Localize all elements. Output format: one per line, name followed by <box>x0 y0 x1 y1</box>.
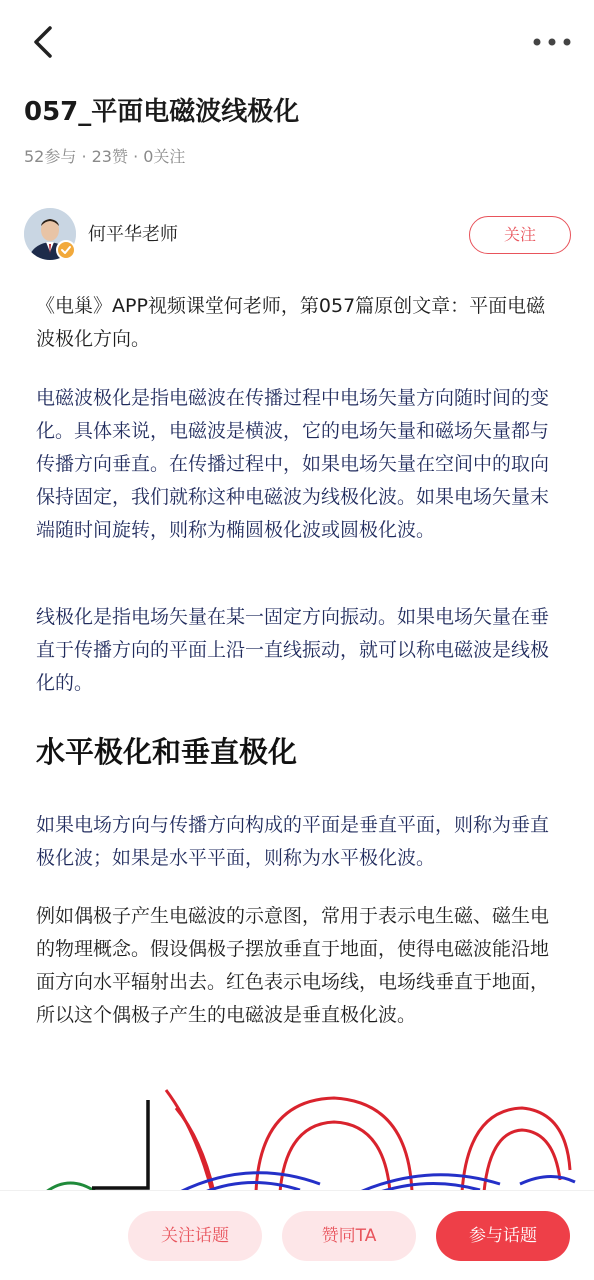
top-bar <box>0 0 594 84</box>
check-badge-icon <box>58 242 74 258</box>
page-title: 057_平面电磁波线极化 <box>24 97 300 127</box>
section-heading: 水平极化和垂直极化 <box>36 735 298 769</box>
join-topic-button[interactable]: 参与话题 <box>436 1211 570 1261</box>
more-button[interactable] <box>530 28 574 56</box>
dipole-figure <box>0 1080 594 1200</box>
article-paragraph-dipole: 例如偶极子产生电磁波的示意图，常用于表示电生磁、磁生电的物理概念。假设偶极子摆放垂直于地面，使得电磁波能沿地面方向水平辐射出去。红色表示电场线，电场线垂直于地面，所以这个偶极子产生的电磁波是垂直极化波。 <box>36 905 550 1026</box>
follow-topic-button[interactable]: 关注话题 <box>128 1211 262 1261</box>
author-name[interactable]: 何平华老师 <box>88 224 178 245</box>
dipole-field-diagram <box>0 1080 594 1200</box>
article-paragraph-vertical-horizontal: 如果电场方向与传播方向构成的平面是垂直平面，则称为垂直极化波；如果是水平平面，则称为水平极化波。 <box>36 814 550 869</box>
back-button[interactable] <box>26 22 62 62</box>
article-paragraph-linear: 线极化是指电场矢量在某一固定方向振动。如果电场矢量在垂直于传播方向的平面上沿一直线振动，就可以称电磁波是线极化的。 <box>36 606 550 694</box>
topic-stats: 52参与 · 23赞 · 0关注 <box>24 147 186 166</box>
like-button[interactable]: 赞同TA <box>282 1211 416 1261</box>
follow-author-button[interactable]: 关注 <box>469 216 571 254</box>
chevron-left-icon <box>26 22 62 62</box>
article-paragraph-intro: 《电巢》APP视频课堂何老师，第057篇原创文章：平面电磁波极化方向。 <box>36 295 546 350</box>
more-dots-icon <box>530 28 574 56</box>
article-paragraph-polarization: 电磁波极化是指电磁波在传播过程中电场矢量方向随时间的变化。具体来说，电磁波是横波，它的电场矢量和磁场矢量都与传播方向垂直。在传播过程中，如果电场矢量在空间中的取向保持固定，我们就称这种电磁波为线极化波。如果电场矢量末端随时间旋转，则称为椭圆极化波或圆极化波。 <box>36 387 550 541</box>
verified-badge <box>56 240 76 260</box>
